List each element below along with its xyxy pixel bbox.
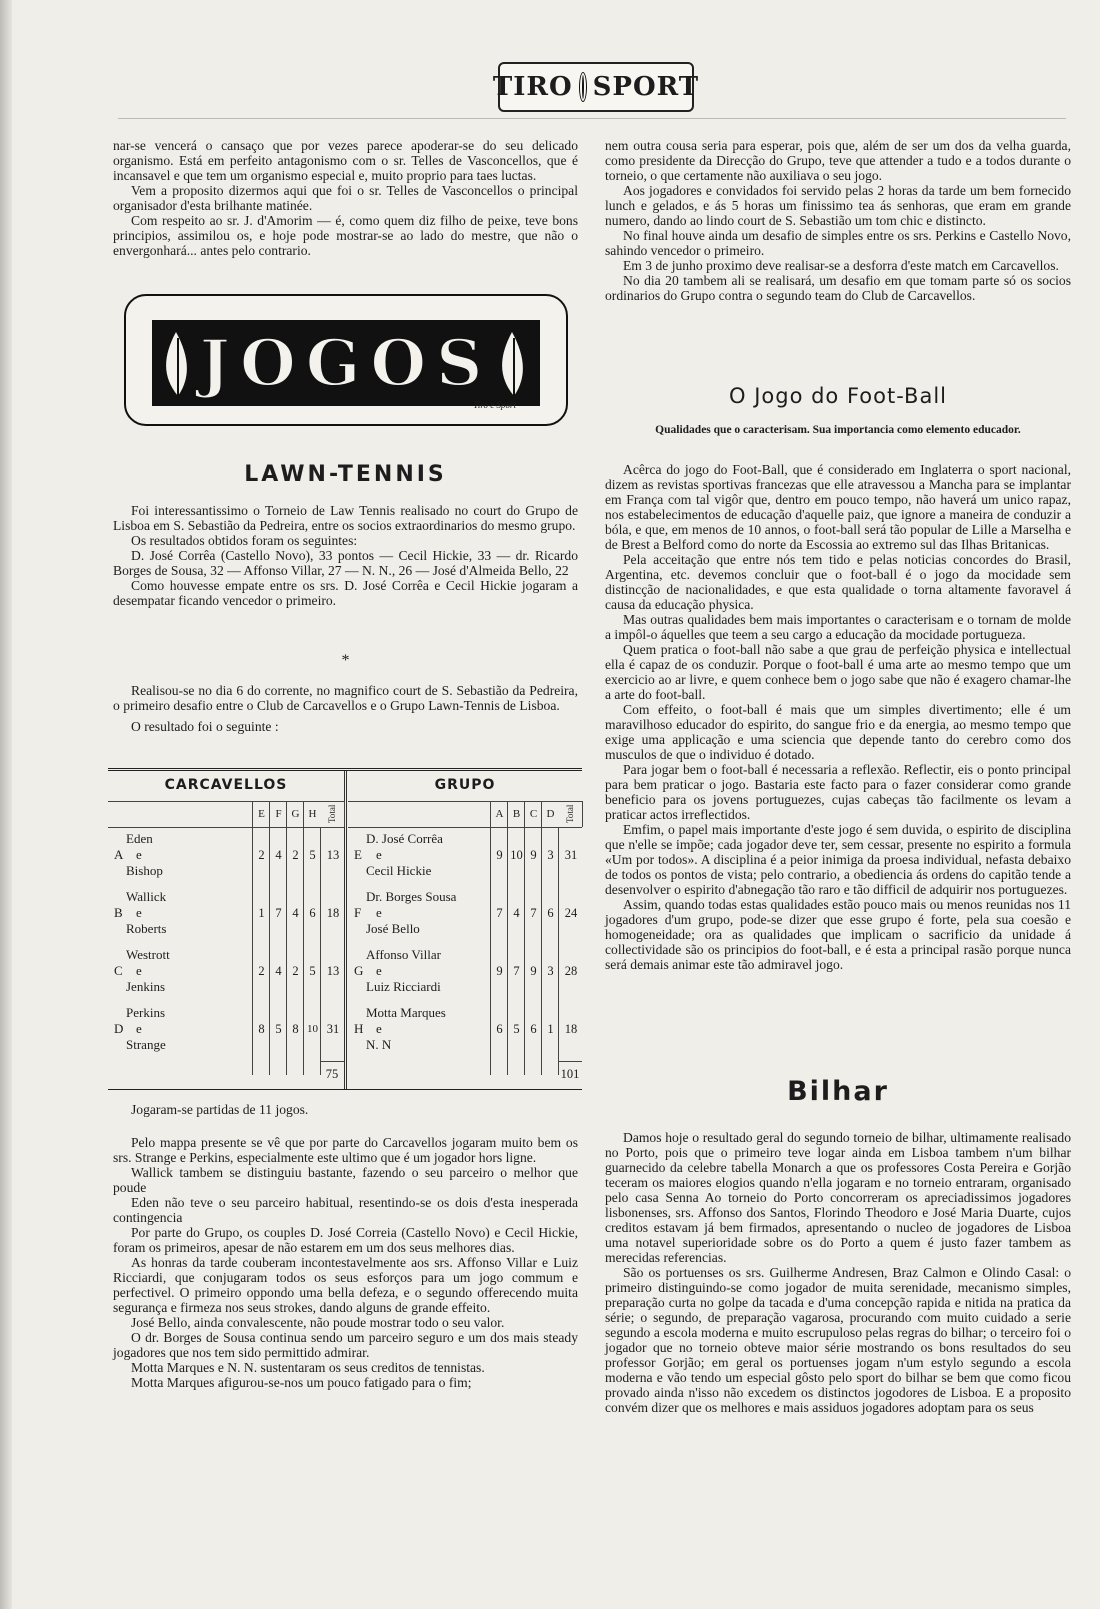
column-rule — [558, 827, 559, 1075]
pair-letter: E — [354, 847, 362, 862]
score-cell: 7 — [507, 963, 525, 979]
leaf-ornament-icon — [158, 328, 198, 398]
score-cell: 4 — [286, 905, 304, 921]
paragraph: Acêrca do jogo do Foot-Ball, que é considerado em Inglaterra o sport nacional, dizem as revistas sportivas francezas que elle atravessou a Mancha para se implantar em França com tal vigôr que, dentro em pouco tempo, não haverá um unico rapaz, nos estabelecimentos de educação d'aquelle paiz, que ignore a maneira de conduzir a bóla, e que, em menos de 10 annos, o foot-ball será tão popular de Lille a Marselha e de Brest a Belford como do norte da Escossia ao extremo sul das Ilhas Britanicas. — [605, 462, 1071, 552]
lawn-tennis-text — [113, 503, 578, 608]
paragraph: O dr. Borges de Sousa continua sendo um parceiro seguro e um dos mais steady jogadores que nos tem sido permittido admirar. — [113, 1330, 578, 1360]
pair-conjunction: e — [136, 963, 142, 978]
bilhar-text — [605, 1130, 1071, 1415]
tiro-sport-logo — [492, 62, 700, 112]
carcavellos-title: CARCAVELLOS — [164, 777, 288, 793]
player-name: Roberts — [126, 921, 167, 936]
column-rule — [541, 827, 542, 1075]
pair-conjunction: e — [376, 847, 382, 862]
pair-letter: H — [354, 1021, 364, 1036]
player-name: Cecil Hickie — [366, 863, 432, 878]
pair-letter: A — [114, 847, 124, 862]
player-name: Affonso Villar — [366, 947, 441, 962]
lawn-tennis-title: LAWN-TENNIS — [244, 462, 447, 487]
score-cell: 9 — [490, 963, 508, 979]
player-name: Westrott — [126, 947, 170, 962]
masthead — [492, 62, 700, 112]
target-icon — [579, 72, 587, 102]
score-cell: 4 — [507, 905, 525, 921]
score-cell: 9 — [490, 847, 508, 863]
paragraph: Assim, quando todas estas qualidades estão pouco mais ou menos reunidas nos 11 jogadores d'um grupo, pode-se dizer que esse grupo é forte, pela sua coesão e homogeneidade; ora as qualidades que implicam o sacrificio da unidade á collectividade são os principios do foot-ball, e é esta a principal rasão porque nunca será demais animar este tão admiravel jogo. — [605, 897, 1071, 972]
paragraph: Foi interessantissimo o Torneio de Law Tennis realisado no court do Grupo de Lisboa em S. Sebastião da Pedreira, entre os socios extraordinarios do mesmo grupo. — [113, 503, 578, 533]
paragraph: Jogaram-se partidas de 11 jogos. — [131, 1102, 309, 1117]
score-cell: 10 — [507, 847, 525, 863]
table-rule — [348, 827, 582, 828]
player-name: Wallick — [126, 889, 167, 904]
column-header: F — [269, 801, 287, 827]
jogos-banner — [124, 294, 568, 426]
paragraph: nem outra cousa seria para esperar, pois que, além de ser um dos da velha guarda, como presidente da Direcção do Grupo, teve que attender a tudo e a todos durante o torneio, o que certamente não auxiliava o seu jogo. — [605, 138, 1071, 183]
score-cell: 13 — [320, 847, 345, 863]
player-name: Jenkins — [126, 979, 165, 994]
score-cell: 6 — [541, 905, 559, 921]
score-cell: 10 — [303, 1021, 321, 1037]
column-header: E — [252, 801, 270, 827]
column-header: A — [490, 801, 508, 827]
results-table — [108, 768, 582, 1090]
column-header: G — [286, 801, 304, 827]
player-name: Eden — [126, 831, 153, 846]
score-cell: 18 — [558, 1021, 583, 1037]
score-cell: 5 — [303, 963, 321, 979]
score-cell: 2 — [286, 963, 304, 979]
pair-conjunction: e — [376, 963, 382, 978]
paragraph: São os portuenses os srs. Guilherme Andresen, Braz Calmon e Olindo Casal: o primeiro distinguindo-se como jogador de muita serenidade, mecanismo simples, preparação curta no golpe da tacada e d'uma concepção rapida e nitida na pratica da série; o segundo, de preparação vagarosa, procurando com muito cuidado a serie segundo a escola moderna e muito escrupuloso pelas regras do bilhar; o terceiro foi o jogador que no torneio obteve maior série mostrando os bons resultados do seu professor Gorjão; em geral os portuenses jogam n'um estylo segundo a escola moderna e vão tendo um especial gôsto pelo sport do bilhar se bem que como ficou provado ainda n'isso não excedem os distinctos jogodores de Lisboa. E a proposito convém dizer que os melhores e mais assiduos jogadores adoptam para os seus — [605, 1265, 1071, 1415]
paragraph: Com effeito, o foot-ball é mais que um simples divertimento; elle é um maravilhoso educador do espirito, do sangue frio e da energia, ao mesmo tempo que exige uma applicação e uma sciencia que depende tanto do cerebro como dos musculos de que o individuo é dotado. — [605, 702, 1071, 762]
score-cell: 6 — [490, 1021, 508, 1037]
score-cell: 1 — [252, 905, 270, 921]
paragraph: Damos hoje o resultado geral do segundo torneio de bilhar, ultimamente realisado no Porto, pois que o primeiro teve logar ainda em Lisboa tambem n'um bilhar guarnecido da celebre tabella Monarch a que os professores Costa Pereira e Gorjão teceram os maiores elogios quando n'ella jogaram e no torneio entraram, organisado pelo casa Senna Ao torneio do Porto concorreram os apreciadissimos jogadores lisbonenses, srs. Affonso dos Santos, Florindo Theodoro e José Maria Duarte, cujos creditos estavam já bem firmados, apresentando o nucleo de jogadores de Lisboa uma notavel superioridade sobre os do Porto a quem é justo fazer tambem as merecidas referencias. — [605, 1130, 1071, 1265]
score-cell: 4 — [269, 963, 287, 979]
pair-letter: C — [114, 963, 123, 978]
paragraph: Motta Marques afigurou-se-nos um pouco fatigado para o fim; — [131, 1375, 472, 1390]
football-subtitle: Qualidades que o caracterisam. Sua importancia como elemento educador. — [655, 424, 1021, 436]
score-cell: 9 — [524, 963, 542, 979]
score-cell: 31 — [558, 847, 583, 863]
player-name: Strange — [126, 1037, 166, 1052]
score-cell: 7 — [524, 905, 542, 921]
score-cell: 2 — [286, 847, 304, 863]
paragraph: As honras da tarde couberam incontestavelmente aos srs. Affonso Villar e Luiz Ricciardi, que conjugaram todos os seus esforços para um jogo commum e perfectivel. O primeiro oppondo uma bella defeza, e o segundo offerecendo muita segurança e firmeza nos seus strokes, dando alguns de grande effeito. — [113, 1255, 578, 1315]
column-rule — [507, 827, 508, 1075]
score-cell: 18 — [320, 905, 345, 921]
score-cell: 13 — [320, 963, 345, 979]
lawn-tennis-text-2 — [113, 683, 578, 734]
pair-conjunction: e — [136, 847, 142, 862]
paragraph: Emfim, o papel mais importante d'este jogo é sem duvida, o espirito de disciplina que n'elle se impõe; cada jogador deve ter, sem cessar, presente no espirito a formula «Um por todos». A disciplina é a peior inimiga da proesa individual, nefasta debaixo de todos os pontos de vista; pelo contrario, a obediencia ás ordens do capitão tende a desenvolver o espirito d'abnegação tão raro e tão difficil de adquirir nos portuguezes. — [605, 822, 1071, 897]
column-rule — [490, 827, 491, 1075]
football-title: O Jogo do Foot-Ball — [729, 384, 947, 408]
score-cell: 8 — [286, 1021, 304, 1037]
pair-letter: B — [114, 905, 123, 920]
header-rule — [118, 118, 1066, 119]
score-cell: 1 — [541, 1021, 559, 1037]
after-table-text — [113, 1102, 578, 1390]
score-cell: 9 — [524, 847, 542, 863]
column-header: Total — [320, 801, 345, 827]
paragraph: Motta Marques e N. N. sustentaram os seus creditos de tennistas. — [131, 1360, 485, 1375]
column-rule — [320, 827, 321, 1075]
score-cell: 24 — [558, 905, 583, 921]
paragraph: Vem a proposito dizermos aqui que foi o sr. Telles de Vasconcellos o principal organisador d'esta brilhante matinée. — [113, 183, 578, 213]
score-cell: 2 — [252, 963, 270, 979]
pair-conjunction: e — [376, 905, 382, 920]
pair-conjunction: e — [136, 1021, 142, 1036]
score-cell: 7 — [269, 905, 287, 921]
masthead-right: SPORT — [592, 72, 700, 102]
jogos-word: JOGOS — [199, 325, 493, 401]
paragraph: No dia 20 tambem ali se realisará, um desafio em que tomam parte só os socios ordinarios do Grupo contra o segundo team do Club de Carcavellos. — [605, 273, 1071, 303]
football-text — [605, 462, 1071, 972]
column-rule — [524, 827, 525, 1075]
score-cell: 8 — [252, 1021, 270, 1037]
paragraph: Os resultados obtidos foram os seguintes: — [131, 533, 358, 548]
paragraph: Quem pratica o foot-ball não sabe a que grau de perfeição physica e intellectual ella é capaz de os conduzir. Porque o foot-ball é uma arte ao mesmo tempo que um exercicio ao ar livre, e quem conhece bem o jogo sabe que não é exagero chamar-lhe a arte do foot-ball. — [605, 642, 1071, 702]
column-header: C — [524, 801, 542, 827]
score-cell: 3 — [541, 847, 559, 863]
table-rule — [320, 1061, 344, 1062]
carcavellos-half — [108, 771, 347, 1089]
player-name: D. José Corrêa — [366, 831, 443, 846]
jogos-banner-panel — [152, 320, 540, 406]
paragraph: Realisou-se no dia 6 do corrente, no magnifico court de S. Sebastião da Pedreira, o primeiro desafio entre o Club de Carcavellos e o Grupo Lawn-Tennis de Lisboa. — [113, 683, 578, 713]
player-name: N. N — [366, 1037, 392, 1052]
left-top-text — [113, 138, 578, 258]
masthead-left: TIRO — [492, 72, 573, 102]
score-cell: 3 — [541, 963, 559, 979]
paragraph: Pela acceitação que entre nós tem tido e pelas noticias concordes do Brasil, Argentina, etc. devemos concluir que o foot-ball é o jogo da mocidade sem distincção de nacionalidades, e que esta qualidade o torna altamente favoravel á causa da educação physica. — [605, 552, 1071, 612]
column-header: D — [541, 801, 559, 827]
pair-conjunction: e — [376, 1021, 382, 1036]
paragraph: Wallick tambem se distinguiu bastante, fazendo o seu parceiro o melhor que poude — [113, 1165, 578, 1195]
right-top-text — [605, 138, 1071, 303]
paragraph: Como houvesse empate entre os srs. D. José Corrêa e Cecil Hickie jogaram a desempatar ficando vencedor o primeiro. — [113, 578, 578, 608]
player-name: Bishop — [126, 863, 163, 878]
column-header: H — [303, 801, 321, 827]
paragraph: Por parte do Grupo, os couples D. José Correia (Castello Novo) e Cecil Hickie, foram os primeiros, apesar de não estarem em um dos seus melhores dias. — [113, 1225, 578, 1255]
paragraph: No final houve ainda um desafio de simples entre os srs. Perkins e Castello Novo, sahindo vencedor o primeiro. — [605, 228, 1071, 258]
player-name: José Bello — [366, 921, 420, 936]
paragraph: Eden não teve o seu parceiro habitual, resentindo-se os dois d'esta inesperada contingencia — [113, 1195, 578, 1225]
column-rule — [286, 827, 287, 1075]
paragraph: Em 3 de junho proximo deve realisar-se a desforra d'este match em Carcavellos. — [623, 258, 1059, 273]
player-name: Motta Marques — [366, 1005, 446, 1020]
bilhar-title: Bilhar — [787, 1076, 889, 1107]
paragraph: Com respeito ao sr. J. d'Amorim — é, como quem diz filho de peixe, teve bons principios, assimilou os, e hoje pode mostrar-se ao lado do mestre, que não o envergonhará... antes pelo contrario. — [113, 213, 578, 258]
banner-signature: Tiro e Sport — [473, 400, 516, 410]
score-cell: 6 — [524, 1021, 542, 1037]
separator-asterisk: * — [341, 652, 350, 669]
score-cell: 4 — [269, 847, 287, 863]
player-name: Dr. Borges Sousa — [366, 889, 457, 904]
column-header: B — [507, 801, 525, 827]
score-cell: 5 — [507, 1021, 525, 1037]
table-rule — [108, 827, 344, 828]
score-cell: 31 — [320, 1021, 345, 1037]
grupo-title: GRUPO — [434, 777, 496, 793]
score-cell: 5 — [269, 1021, 287, 1037]
column-header: Total — [558, 801, 583, 827]
pair-letter: F — [354, 905, 362, 920]
column-rule — [303, 827, 304, 1075]
leaf-ornament-icon — [494, 328, 534, 398]
score-cell: 6 — [303, 905, 321, 921]
paragraph: D. José Corrêa (Castello Novo), 33 pontos — Cecil Hickie, 33 — dr. Ricardo Borges de Sousa, 32 — Affonso Villar, 27 — N. N., 26 — José d'Almeida Bello, 22 — [113, 548, 578, 578]
column-rule — [252, 827, 253, 1075]
pair-conjunction: e — [136, 905, 142, 920]
grand-total: 101 — [560, 1067, 580, 1081]
paragraph: nar-se vencerá o cansaço que por vezes parece apoderar-se do seu delicado organismo. Está em perfeito antagonismo com o sr. Telles de Vasconcellos, que é incansavel e que tem um organismo especial e, muito proprio para taes luctas. — [113, 138, 578, 183]
score-cell: 5 — [303, 847, 321, 863]
paragraph: Mas outras qualidades bem mais importantes o caracterisam e o tornam de molde a impôl-o áquelles que teem a seu cargo a educação da mocidade portugueza. — [605, 612, 1071, 642]
paragraph: Pelo mappa presente se vê que por parte do Carcavellos jogaram muito bem os srs. Strange e Perkins, especialmente este ultimo que é um jogador hors ligne. — [113, 1135, 578, 1165]
paragraph: Para jogar bem o foot-ball é necessaria a reflexão. Reflectir, eis o ponto principal para bem praticar o jogo. Bastaria este facto para o fazer considerar como grande beneficio para os jovens portuguezes, cujas cabeças tão facilmente os levam a praticar actos irreflectidos. — [605, 762, 1071, 822]
paragraph: José Bello, ainda convalescente, não poude mostrar todo o seu valor. — [131, 1315, 505, 1330]
score-cell: 2 — [252, 847, 270, 863]
player-name: Perkins — [126, 1005, 165, 1020]
player-name: Luiz Ricciardi — [366, 979, 441, 994]
table-rule — [558, 1061, 582, 1062]
score-cell: 28 — [558, 963, 583, 979]
pair-letter: G — [354, 963, 364, 978]
column-rule — [269, 827, 270, 1075]
pair-letter: D — [114, 1021, 124, 1036]
paragraph: Aos jogadores e convidados foi servido pelas 2 horas da tarde um bem fornecido lunch e gelados, e ás 5 horas um finissimo tea ás senhoras, que eram em grande numero, dando ao lindo court de S. Sebastião um tom chic e distincto. — [605, 183, 1071, 228]
paragraph: O resultado foi o seguinte : — [131, 719, 279, 734]
score-cell: 7 — [490, 905, 508, 921]
grupo-half — [348, 771, 582, 1089]
grand-total: 75 — [325, 1067, 339, 1081]
